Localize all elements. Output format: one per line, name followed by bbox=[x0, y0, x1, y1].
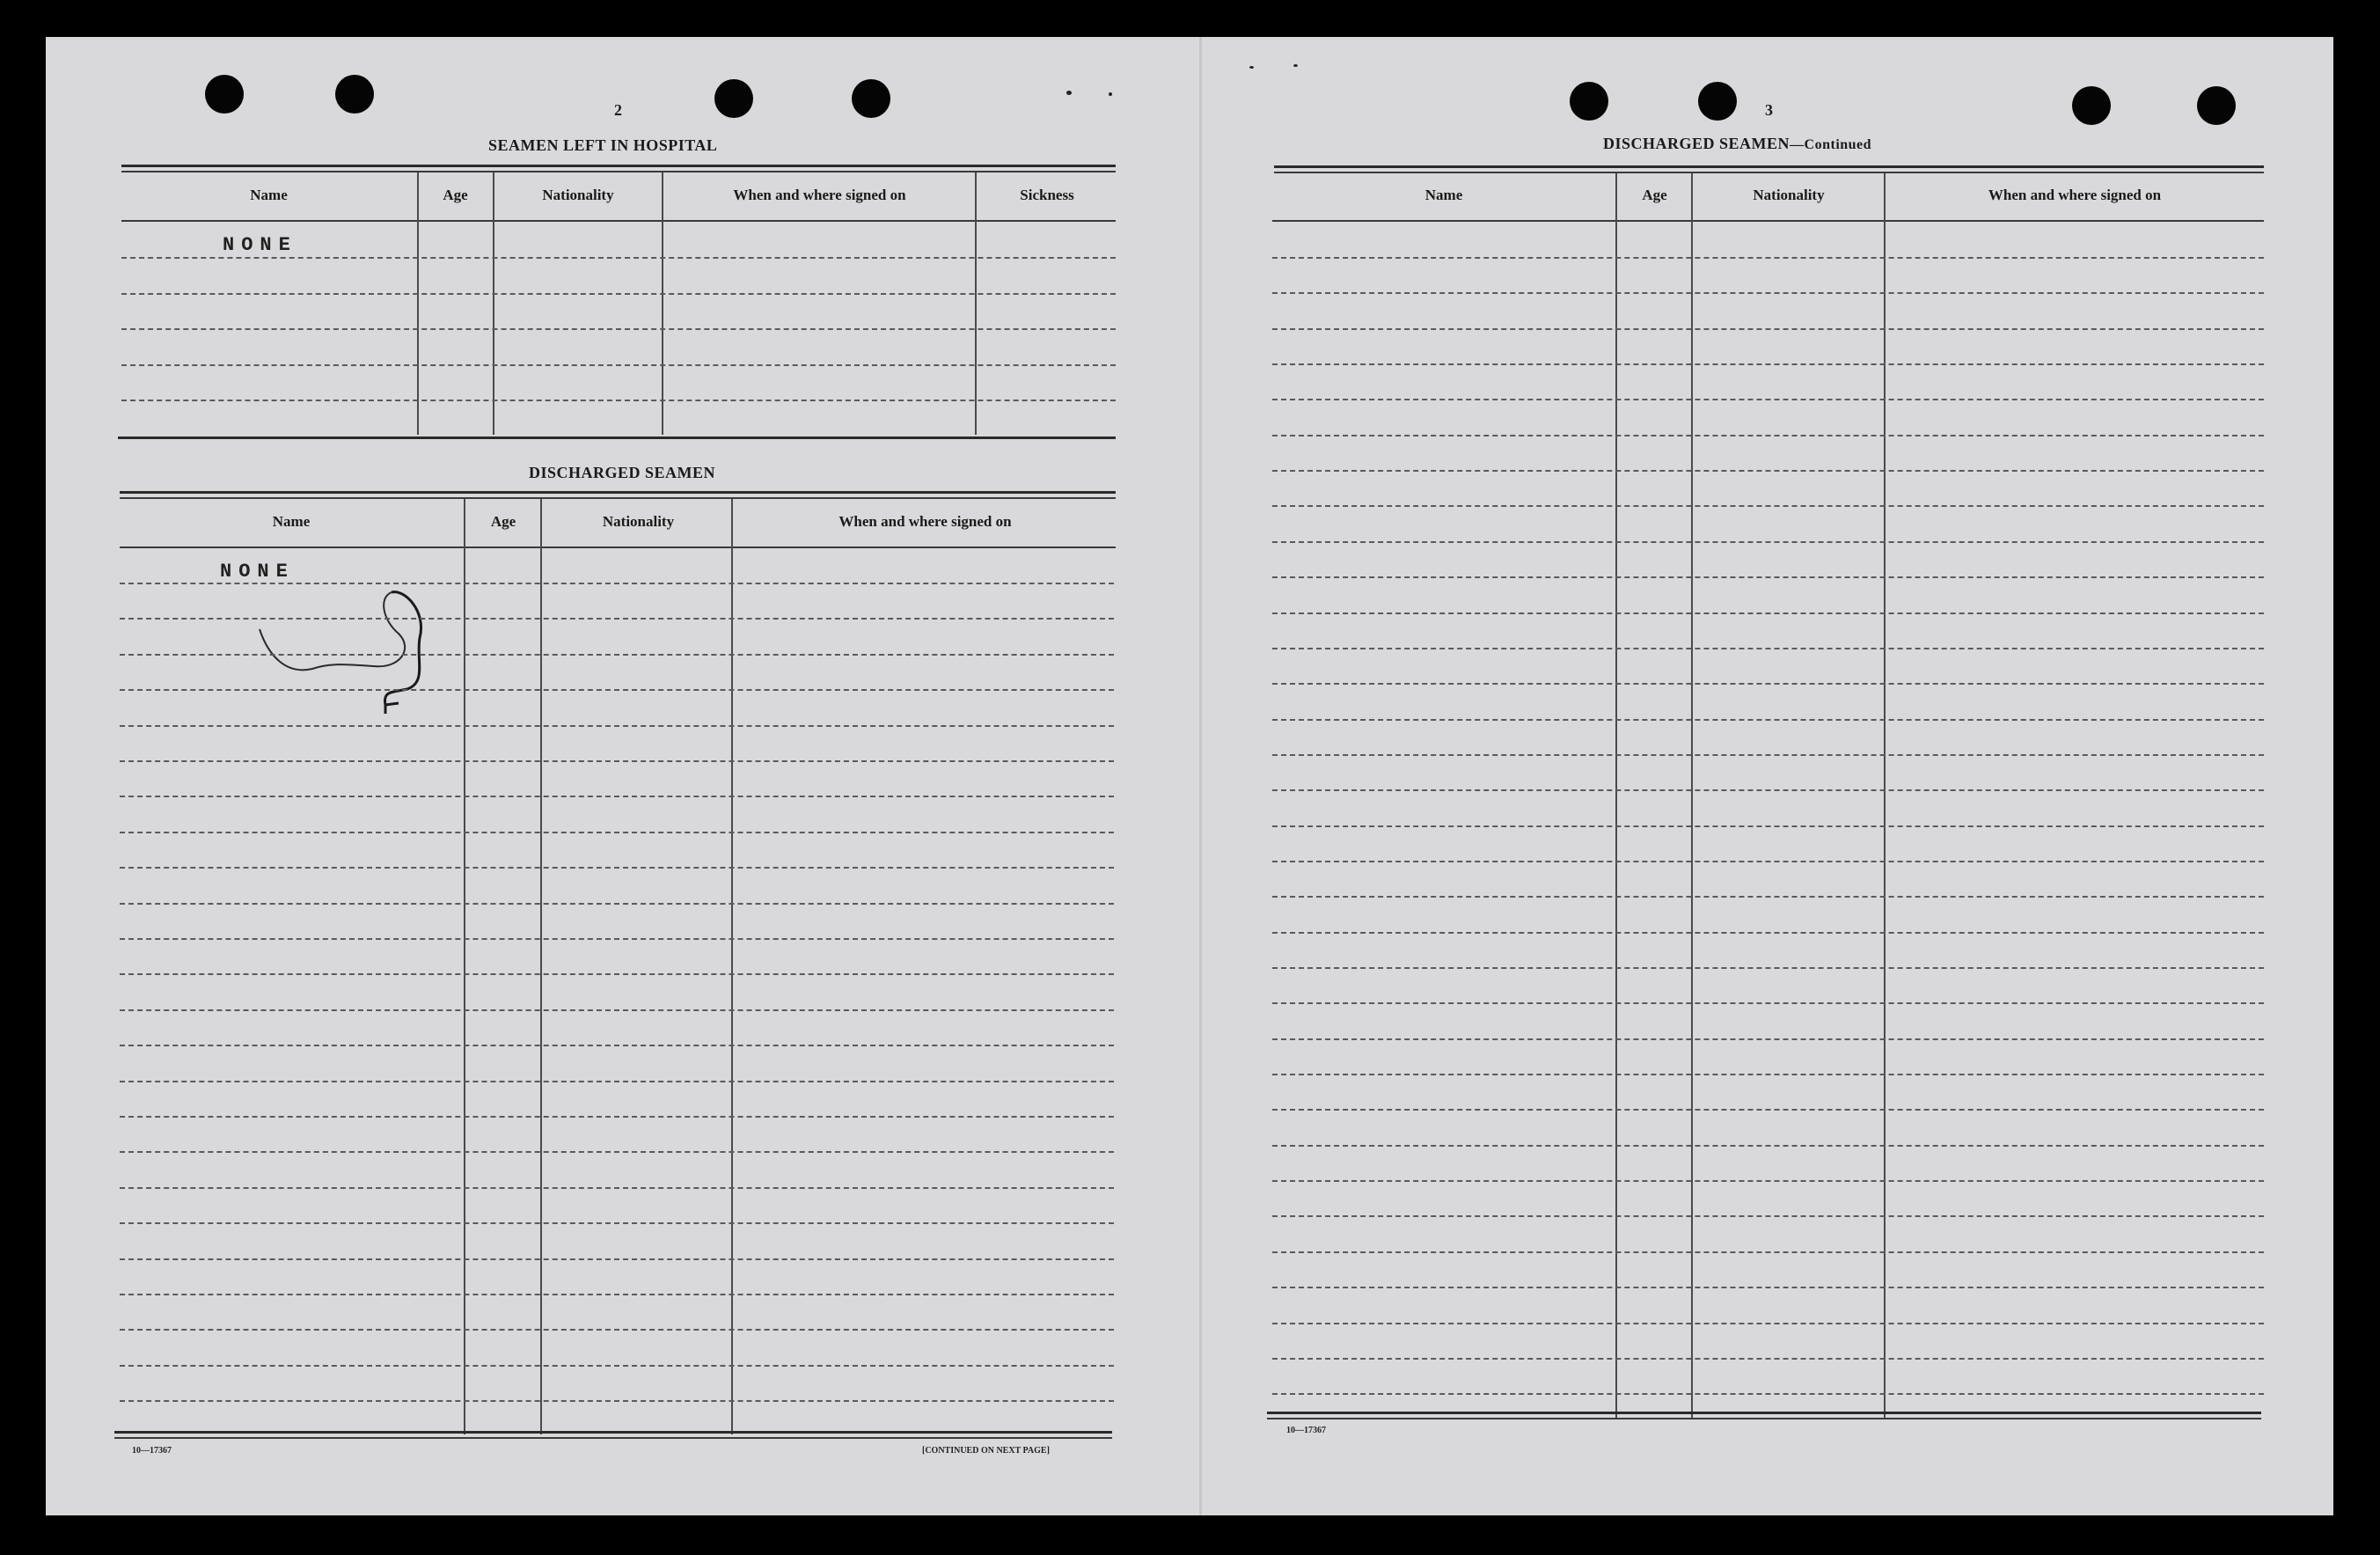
center-fold bbox=[1199, 37, 1202, 1515]
column-header-signed-on: When and where signed on bbox=[838, 513, 1012, 530]
section-rule bbox=[114, 1431, 1112, 1434]
section-rule bbox=[121, 165, 1116, 167]
ruled-line bbox=[1272, 719, 2264, 721]
ruled-line bbox=[120, 867, 1114, 869]
discharged-continued-title bbox=[1603, 135, 1871, 153]
ruled-line bbox=[1272, 932, 2264, 934]
ruled-line bbox=[1272, 435, 2264, 436]
ruled-line bbox=[120, 1009, 1114, 1011]
scan-speck bbox=[1066, 91, 1072, 95]
punch-hole bbox=[205, 75, 244, 114]
ruled-line bbox=[1272, 1287, 2264, 1288]
ruled-line bbox=[1272, 576, 2264, 578]
ruled-line bbox=[120, 618, 1114, 620]
ruled-line bbox=[1272, 612, 2264, 614]
section-rule bbox=[1267, 1418, 2261, 1419]
ruled-line bbox=[120, 1329, 1114, 1331]
ruled-line bbox=[120, 1116, 1114, 1118]
ruled-line bbox=[1272, 363, 2264, 365]
ruled-line bbox=[1272, 1393, 2264, 1395]
ruled-line bbox=[120, 654, 1114, 656]
column-header-age: Age bbox=[490, 513, 516, 530]
ruled-line bbox=[1272, 1251, 2264, 1253]
ruled-line bbox=[121, 293, 1116, 295]
ruled-line bbox=[1272, 825, 2264, 827]
ruled-line bbox=[1272, 967, 2264, 969]
ruled-line bbox=[120, 1365, 1114, 1367]
ruled-line bbox=[121, 328, 1116, 330]
section-rule bbox=[118, 436, 1116, 439]
continued-note: [CONTINUED ON NEXT PAGE] bbox=[922, 1446, 1050, 1456]
column-divider bbox=[975, 172, 977, 435]
ruled-line bbox=[120, 1187, 1114, 1189]
ruled-line bbox=[1272, 1215, 2264, 1217]
header-rule bbox=[1272, 220, 2264, 222]
ruled-line bbox=[1272, 648, 2264, 649]
column-header-age: Age bbox=[1642, 187, 1667, 203]
ruled-line bbox=[120, 832, 1114, 833]
column-divider bbox=[417, 172, 419, 435]
hospital-entry: NONE bbox=[223, 234, 297, 256]
column-header-nationality: Nationality bbox=[602, 513, 675, 530]
section-rule bbox=[1274, 165, 2264, 168]
punch-hole bbox=[335, 75, 374, 114]
scan-speck bbox=[1109, 92, 1112, 96]
ruled-line bbox=[1272, 1358, 2264, 1360]
column-header-signed-on: When and where signed on bbox=[1988, 187, 2162, 203]
ruled-line bbox=[1272, 257, 2264, 259]
discharged-entry: NONE bbox=[220, 561, 295, 583]
column-divider bbox=[1691, 173, 1693, 1418]
section-title-suffix: —Continued bbox=[1790, 137, 1872, 152]
ruled-line bbox=[120, 1258, 1114, 1260]
ruled-line bbox=[1272, 896, 2264, 898]
ruled-line bbox=[120, 689, 1114, 691]
ruled-line bbox=[120, 1045, 1114, 1046]
hospital-section-title: SEAMEN LEFT IN HOSPITAL bbox=[488, 136, 718, 154]
ruled-line bbox=[1272, 1038, 2264, 1040]
column-header-nationality: Nationality bbox=[542, 187, 614, 203]
ruled-line bbox=[120, 1222, 1114, 1224]
ruled-line bbox=[1272, 1145, 2264, 1147]
ruled-line bbox=[1272, 541, 2264, 543]
page-number: 3 bbox=[1765, 101, 1773, 119]
column-divider bbox=[493, 172, 494, 435]
ruled-line bbox=[1272, 861, 2264, 862]
section-rule bbox=[120, 497, 1116, 499]
column-divider bbox=[1884, 173, 1886, 1418]
column-header-name: Name bbox=[272, 513, 311, 530]
ruled-line bbox=[1272, 292, 2264, 294]
ruled-line bbox=[1272, 399, 2264, 400]
section-rule bbox=[120, 491, 1116, 494]
ruled-line bbox=[1272, 1109, 2264, 1111]
ruled-line bbox=[120, 583, 1114, 584]
ruled-line bbox=[120, 796, 1114, 797]
ruled-line bbox=[120, 1081, 1114, 1082]
ruled-line bbox=[1272, 505, 2264, 507]
ruled-line bbox=[120, 1294, 1114, 1295]
ruled-line bbox=[1272, 1002, 2264, 1004]
form-number: 10—17367 bbox=[1286, 1426, 1326, 1435]
ruled-line bbox=[121, 400, 1116, 401]
punch-hole bbox=[1570, 82, 1608, 121]
ruled-line bbox=[120, 938, 1114, 940]
column-header-signed-on: When and where signed on bbox=[733, 187, 906, 203]
scan-speck bbox=[1249, 66, 1254, 69]
column-header-sickness: Sickness bbox=[1020, 187, 1074, 203]
ruled-line bbox=[120, 903, 1114, 905]
column-divider bbox=[662, 172, 663, 435]
ruled-line bbox=[1272, 1074, 2264, 1075]
column-divider bbox=[1615, 173, 1617, 1418]
scan-speck bbox=[1293, 64, 1298, 67]
section-title-text: DISCHARGED SEAMEN bbox=[1603, 135, 1790, 152]
punch-hole bbox=[1698, 82, 1737, 121]
ruled-line bbox=[1272, 470, 2264, 472]
ruled-line bbox=[121, 364, 1116, 366]
ruled-line bbox=[121, 257, 1116, 259]
header-rule bbox=[120, 546, 1116, 548]
header-rule bbox=[121, 220, 1116, 222]
column-header-name: Name bbox=[250, 187, 288, 203]
column-header-age: Age bbox=[443, 187, 468, 203]
discharged-section-title: DISCHARGED SEAMEN bbox=[529, 464, 716, 481]
section-rule bbox=[1267, 1412, 2261, 1414]
ruled-line bbox=[120, 725, 1114, 727]
punch-hole bbox=[714, 79, 753, 118]
pen-scribble bbox=[251, 585, 444, 726]
ruled-line bbox=[1272, 1323, 2264, 1324]
column-header-name: Name bbox=[1424, 187, 1463, 203]
ruled-line bbox=[120, 1400, 1114, 1402]
punch-hole bbox=[852, 79, 890, 118]
ruled-line bbox=[120, 760, 1114, 762]
ruled-line bbox=[120, 973, 1114, 975]
punch-hole bbox=[2197, 86, 2236, 125]
page-number: 2 bbox=[614, 101, 622, 119]
ruled-line bbox=[120, 1151, 1114, 1153]
ruled-line bbox=[1272, 683, 2264, 685]
section-rule bbox=[121, 171, 1116, 172]
form-number: 10—17367 bbox=[132, 1446, 172, 1456]
ruled-line bbox=[1272, 328, 2264, 330]
ruled-line bbox=[1272, 754, 2264, 756]
ruled-line bbox=[1272, 789, 2264, 791]
section-rule bbox=[114, 1437, 1112, 1439]
ruled-line bbox=[1272, 1180, 2264, 1182]
punch-hole bbox=[2072, 86, 2111, 125]
section-rule bbox=[1274, 172, 2264, 173]
column-header-nationality: Nationality bbox=[1753, 187, 1825, 203]
